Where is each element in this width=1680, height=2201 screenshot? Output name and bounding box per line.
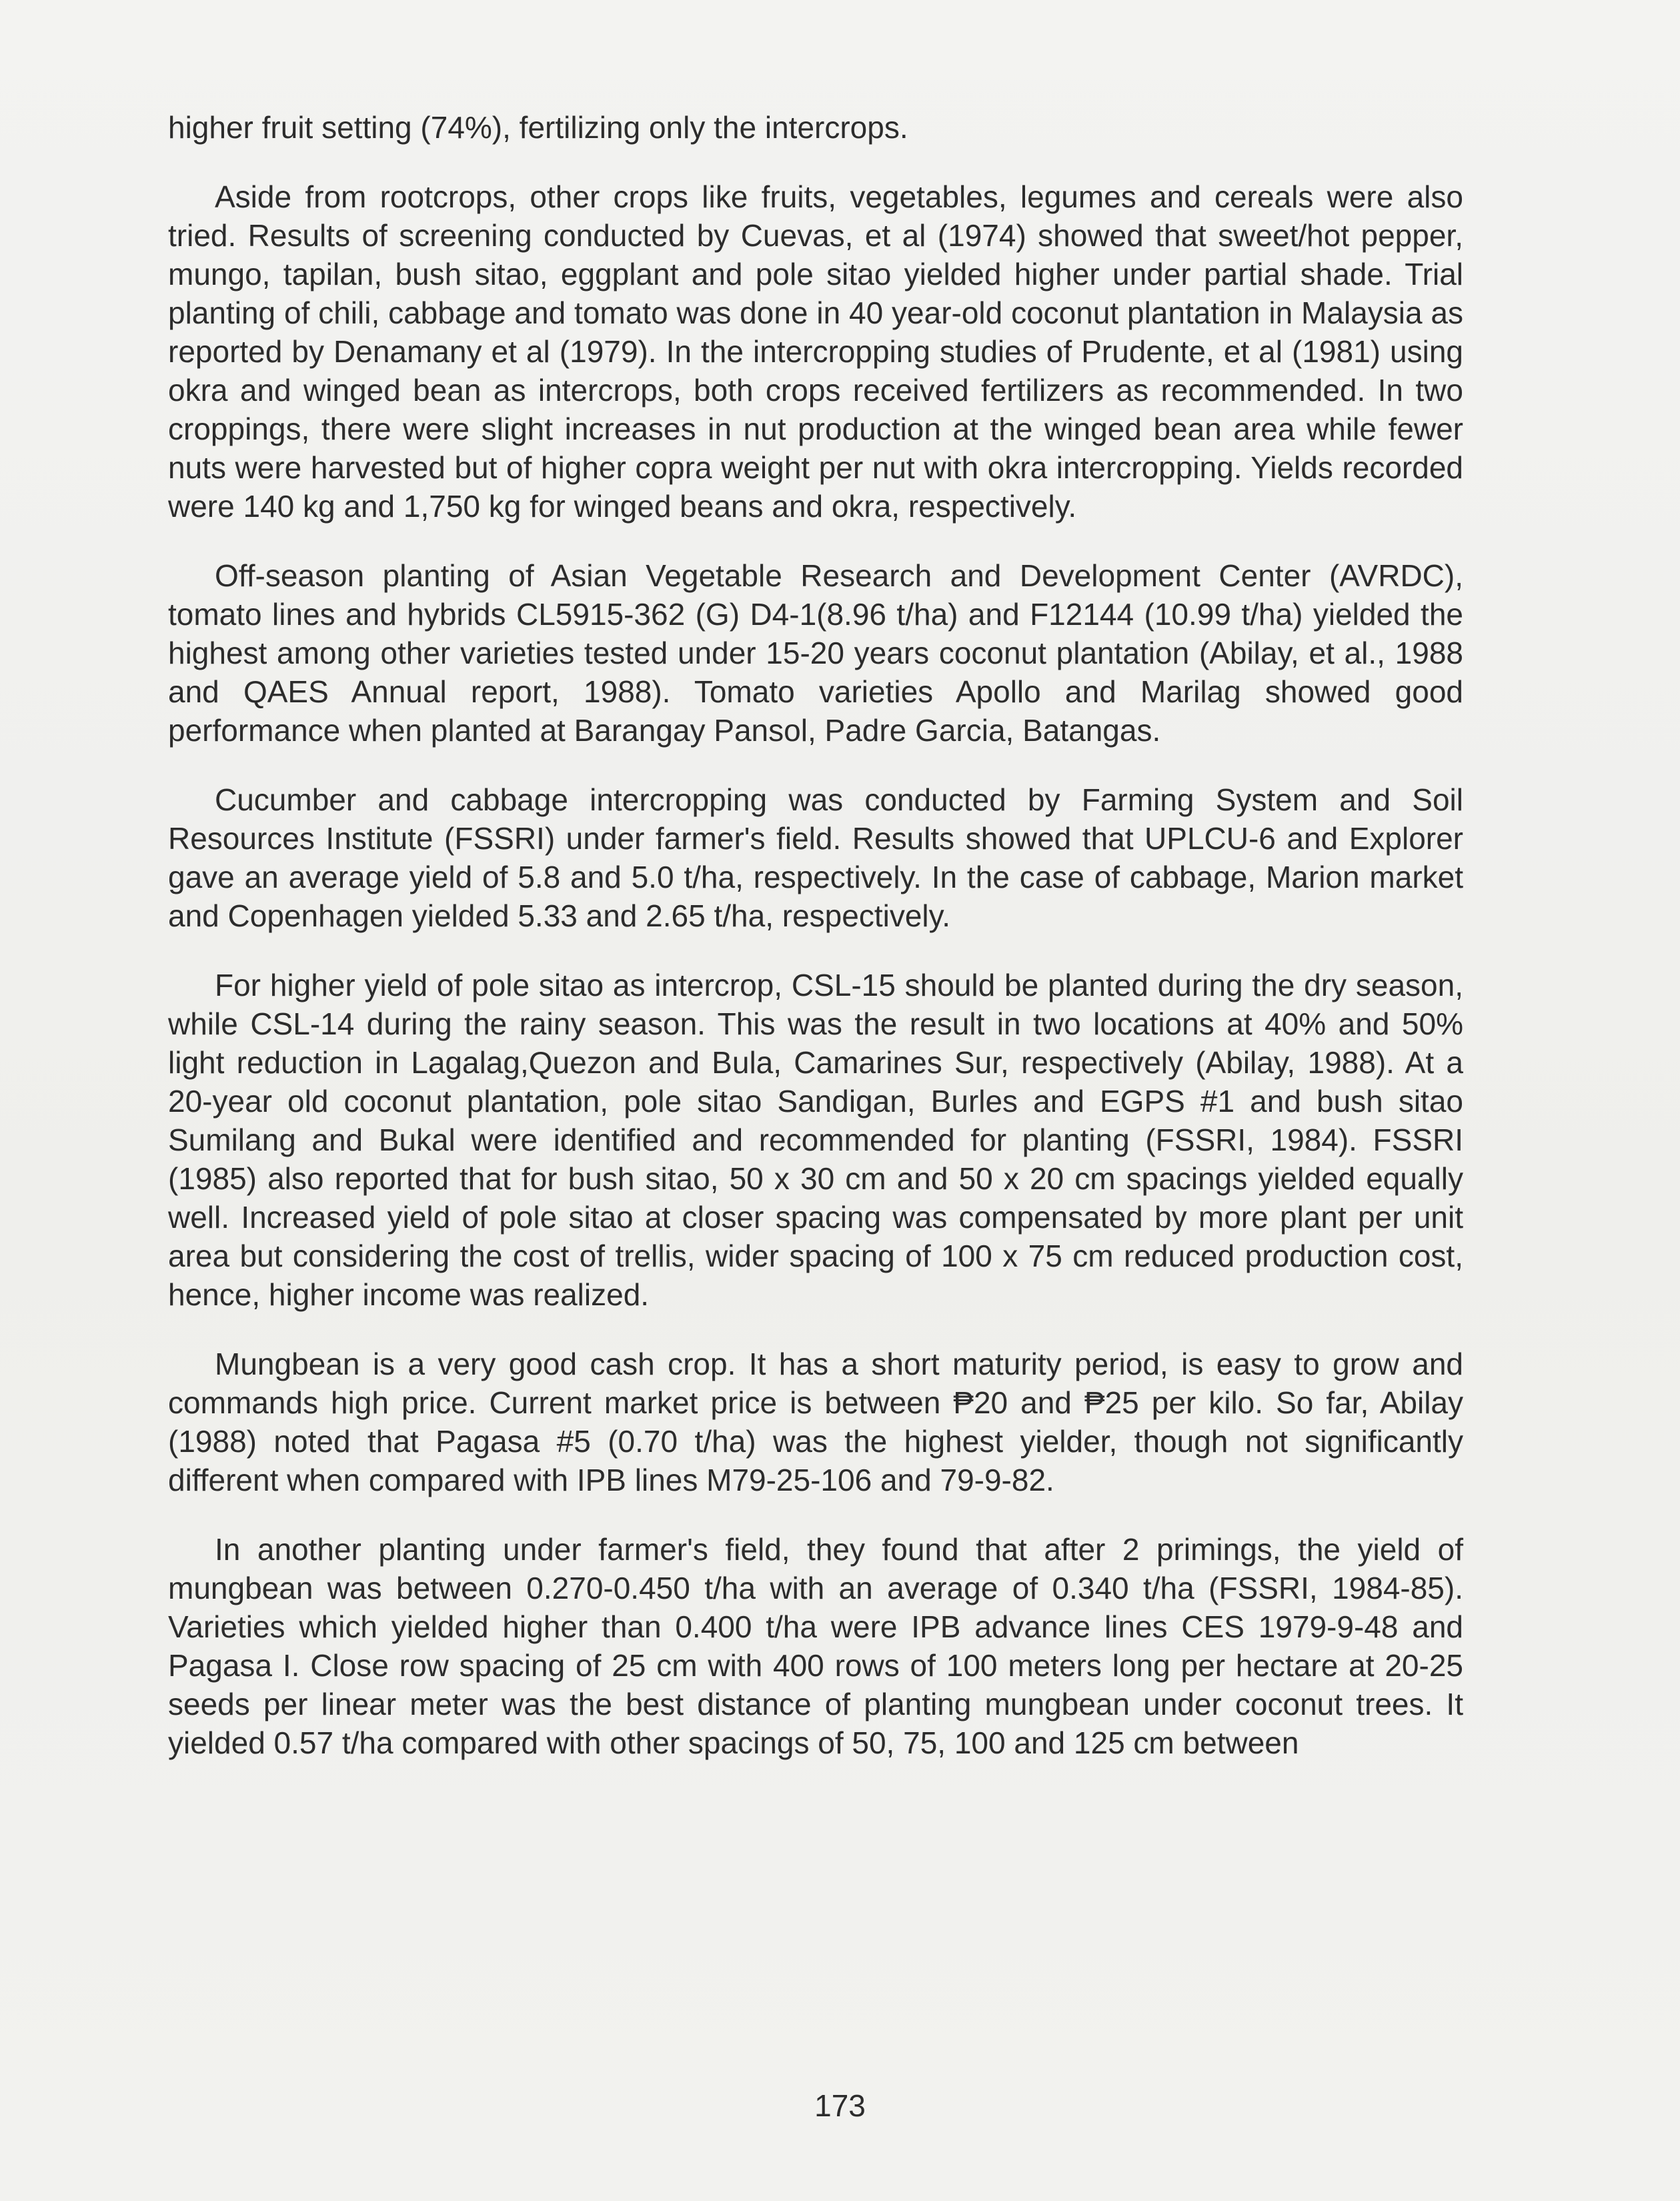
- paragraph-7: In another planting under farmer's field, they found that after 2 primings, the yield of mungbean was between 0.270-0.450 t/ha with an average of 0.340 t/ha (FSSRI, 1984-85). Varieties which yielded higher than 0.400 t/ha were IPB advance lines CES 1979-9-48 and Pagasa I. Close row spacing of 25 cm with 400 rows of 100 meters long per hectare at 20-25 seeds per linear meter was the best distance of planting mungbean under coconut trees. It yielded 0.57 t/ha compared with other spacings of 50, 75, 100 and 125 cm between: [168, 1532, 1463, 1760]
- paragraph-3: Off-season planting of Asian Vegetable Research and Development Center (AVRDC), tomato lines and hybrids CL5915-362 (G) D4-1(8.96 t/ha) and F12144 (10.99 t/ha) yielded the highest among other varieties tested under 15-20 years coconut plantation (Abilay, et al., 1988 and QAES Annual report, 1988). Tomato varieties Apollo and Marilag showed good performance when planted at Barangay Pansol, Padre Garcia, Batangas.: [168, 558, 1463, 748]
- paragraph-2: Aside from rootcrops, other crops like fruits, vegetables, legumes and cereals were also tried. Results of screening conducted by Cuevas, et al (1974) showed that sweet/hot pepper, mungo, tapilan, bush sitao, eggplant and pole sitao yielded higher under partial shade. Trial planting of chili, cabbage and tomato was done in 40 year-old coconut plantation in Malaysia as reported by Denamany et al (1979). In the intercropping studies of Prudente, et al (1981) using okra and winged bean as intercrops, both crops received fertilizers as recommended. In two croppings, there were slight increases in nut production at the winged bean area while fewer nuts were harvested but of higher copra weight per nut with okra intercropping. Yields recorded were 140 kg and 1,750 kg for winged beans and okra, respectively.: [168, 179, 1463, 524]
- page-number: 173: [814, 2088, 866, 2123]
- paragraph-1: higher fruit setting (74%), fertilizing only the intercrops.: [168, 110, 908, 145]
- paragraph-4: Cucumber and cabbage intercropping was conducted by Farming System and Soil Resources Institute (FSSRI) under farmer's field. Results showed that UPLCU-6 and Explorer gave an average yield of 5.8 and 5.0 t/ha, respectively. In the case of cabbage, Marion market and Copenhagen yielded 5.33 and 2.65 t/ha, respectively.: [168, 782, 1463, 933]
- paragraph-6: Mungbean is a very good cash crop. It has a short maturity period, is easy to grow and commands high price. Current market price is between ₱20 and ₱25 per kilo. So far, Abilay (1988) noted that Pagasa #5 (0.70 t/ha) was the highest yielder, though not significantly different when compared with IPB lines M79-25-106 and 79-9-82.: [168, 1347, 1463, 1497]
- paragraph-5: For higher yield of pole sitao as intercrop, CSL-15 should be planted during the dry season, while CSL-14 during the rainy season. This was the result in two locations at 40% and 50% light reduction in Lagalag,Quezon and Bula, Camarines Sur, respectively (Abilay, 1988). At a 20-year old coconut plantation, pole sitao Sandigan, Burles and EGPS #1 and bush sitao Sumilang and Bukal were identified and recommended for planting (FSSRI, 1984). FSSRI (1985) also reported that for bush sitao, 50 x 30 cm and 50 x 20 cm spacings yielded equally well. Increased yield of pole sitao at closer spacing was compensated by more plant per unit area but considering the cost of trellis, wider spacing of 100 x 75 cm reduced production cost, hence, higher income was realized.: [168, 968, 1463, 1312]
- body-text: [168, 108, 1463, 1793]
